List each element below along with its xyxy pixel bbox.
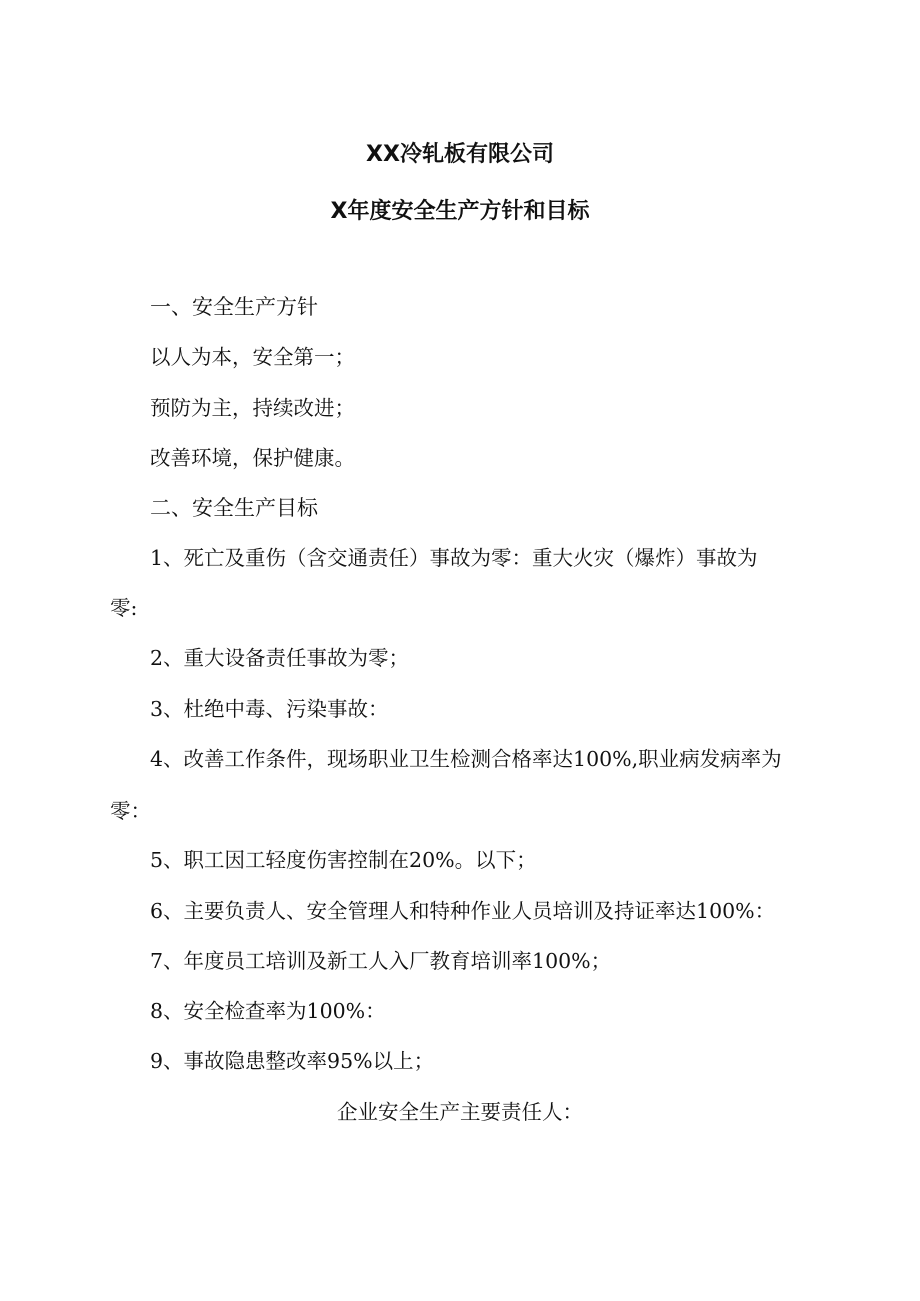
section-heading-policy: 一、安全生产方针 [150, 295, 318, 319]
goal-item-continuation: 零: [110, 596, 138, 620]
goal-item: 7、年度员工培训及新工人入厂教育培训率100%； [150, 949, 612, 973]
goal-item: 3、杜绝中毒、污染事故： [150, 697, 389, 721]
goal-item: 1、死亡及重伤（含交通责任）事故为零：重大火灾（爆炸）事故为 [150, 546, 758, 570]
policy-line: 预防为主，持续改进； [150, 396, 355, 420]
document-title: X年度安全生产方针和目标 [330, 199, 590, 224]
goal-item: 2、重大设备责任事故为零； [150, 646, 410, 670]
company-title: XX冷轧板有限公司 [366, 142, 554, 167]
section-heading-goals: 二、安全生产目标 [150, 496, 318, 520]
policy-line: 以人为本，安全第一； [150, 345, 355, 369]
goal-item-continuation: 零： [110, 799, 151, 823]
signature-line: 企业安全生产主要责任人： [337, 1100, 583, 1124]
goal-item: 4、改善工作条件，现场职业卫生检测合格率达100%,职业病发病率为 [150, 747, 782, 771]
goal-item: 6、主要负责人、安全管理人和特种作业人员培训及持证率达100%： [150, 899, 776, 923]
policy-line: 改善环境，保护健康。 [150, 446, 355, 470]
goal-item: 8、安全检查率为100%： [150, 999, 386, 1023]
goal-item: 9、事故隐患整改率95%以上； [150, 1049, 435, 1073]
goal-item: 5、职工因工轻度伤害控制在20%。以下； [150, 848, 537, 872]
